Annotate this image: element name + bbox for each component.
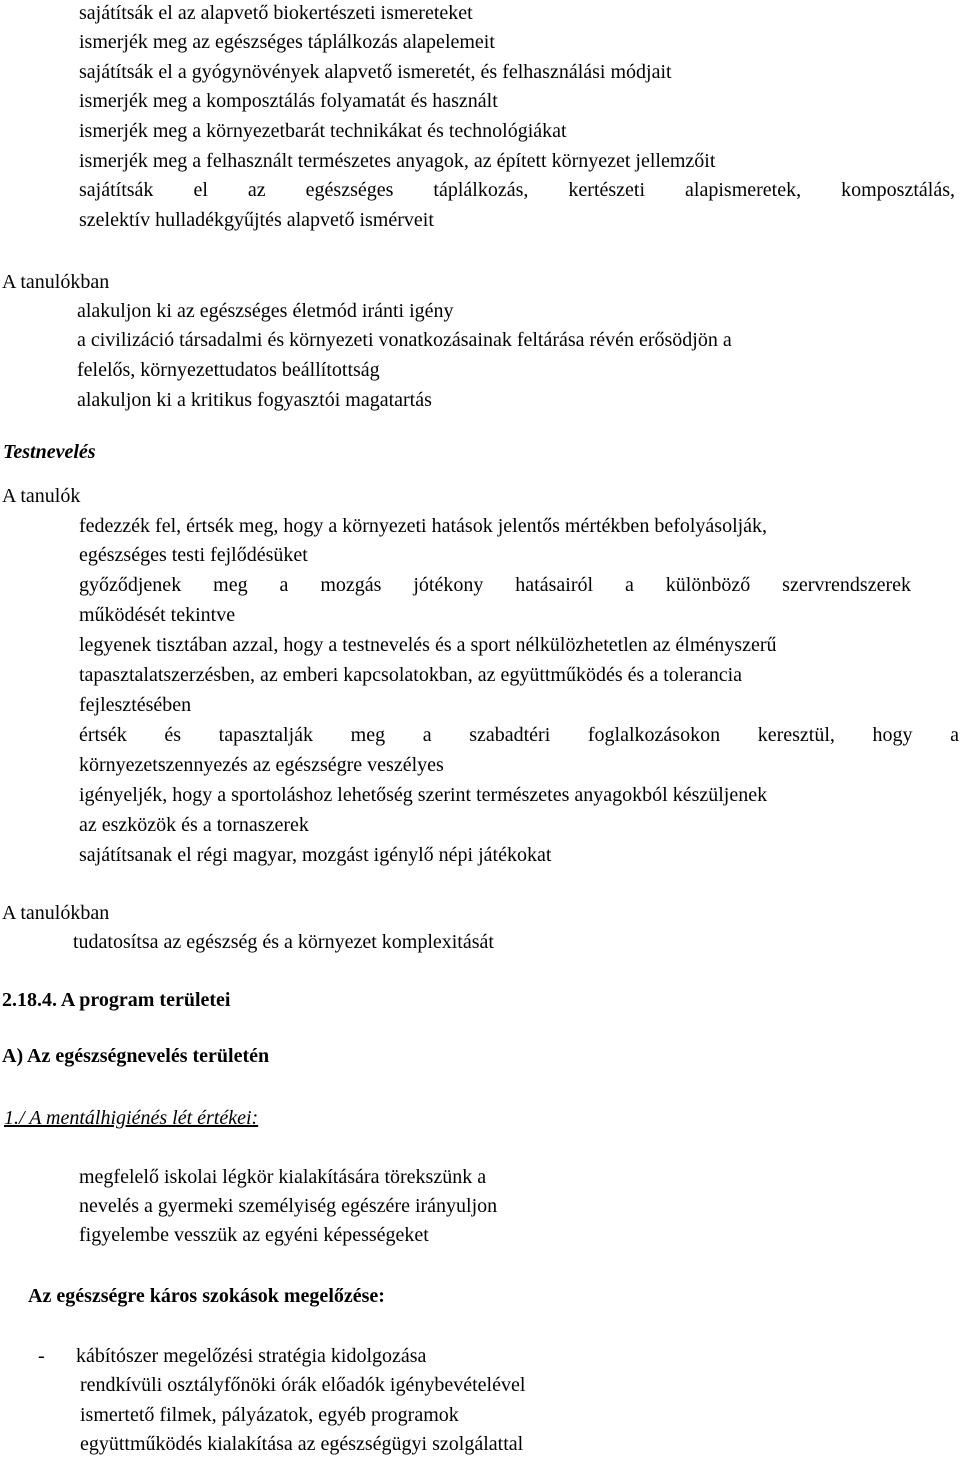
list-item: alakuljon ki az egészséges életmód iránti igény [77, 300, 454, 322]
block-heading: A tanulók [2, 485, 81, 507]
list-item: megfelelő iskolai légkör kialakítására törekszünk a [79, 1166, 487, 1188]
list-item: egészséges testi fejlődésüket [79, 544, 308, 566]
list-item: tapasztalatszerzésben, az emberi kapcsolatokban, az együttműködés és a tolerancia [79, 664, 743, 686]
list-item: sajátítsák el a gyógynövények alapvető ismeretét, és felhasználási módjait [79, 61, 672, 83]
list-item: figyelembe vesszük az egyéni képességeket [79, 1224, 429, 1246]
list-item: működését tekintve [79, 604, 236, 626]
list-item: értsék és tapasztalják meg a szabadtéri foglalkozásokon keresztül, hogy a [79, 724, 959, 746]
prevention-title: Az egészségre káros szokások megelőzése: [28, 1285, 385, 1307]
list-item: környezetszennyezés az egészségre veszélyes [79, 754, 444, 776]
list-item: felelős, környezettudatos beállítottság [77, 359, 380, 381]
list-item: ismertető filmek, pályázatok, egyéb programok [80, 1404, 459, 1426]
list-item: tudatosítsa az egészség és a környezet komplexitását [73, 931, 494, 953]
list-item: alakuljon ki a kritikus fogyasztói magatartás [77, 389, 432, 411]
list-item: ismerjék meg a környezetbarát technikákat és technológiákat [79, 120, 567, 142]
list-item: ismerjék meg a komposztálás folyamatát és használt [79, 90, 498, 112]
block-heading: A tanulókban [2, 902, 110, 924]
list-item: legyenek tisztában azzal, hogy a testnevelés és a sport nélkülözhetetlen az élményszerű [79, 634, 777, 656]
mental-hygiene-title: 1./ A mentálhigiénés lét értékei: [4, 1107, 259, 1129]
list-item: fedezzék fel, értsék meg, hogy a környezeti hatások jelentős mértékben befolyásolják, [79, 515, 768, 537]
section-title: 2.18.4. A program területei [2, 989, 231, 1011]
list-item: sajátítsák el az alapvető biokertészeti ismereteket [79, 2, 473, 24]
list-item: rendkívüli osztályfőnöki órák előadók igénybevételével [80, 1374, 526, 1396]
list-item: fejlesztésében [79, 694, 192, 716]
list-item: nevelés a gyermeki személyiség egészére irányuljon [79, 1195, 498, 1217]
list-item: győződjenek meg a mozgás jótékony hatásairól a különböző szervrendszerek [79, 574, 911, 596]
list-item: sajátítsák el az egészséges táplálkozás, kertészeti alapismeretek, komposztálás, [79, 179, 955, 201]
list-item: együttműködés kialakítása az egészségügyi szolgálattal [80, 1433, 524, 1455]
list-item: az eszközök és a tornaszerek [79, 814, 309, 836]
list-item: szelektív hulladékgyűjtés alapvető ismérveit [79, 209, 434, 231]
list-item: ismerjék meg a felhasznált természetes anyagok, az épített környezet jellemzőit [79, 150, 716, 172]
list-item: igényeljék, hogy a sportoláshoz lehetőség szerint természetes anyagokból készüljenek [79, 784, 768, 806]
list-dash: - [38, 1345, 45, 1367]
list-item: sajátítsanak el régi magyar, mozgást igénylő népi játékokat [79, 844, 552, 866]
list-item: a civilizáció társadalmi és környezeti vonatkozásainak feltárása révén erősödjön a [77, 329, 732, 351]
list-item: ismerjék meg az egészséges táplálkozás alapelemeit [79, 31, 495, 53]
block-heading: A tanulókban [2, 271, 110, 293]
subsection-title: A) Az egészségnevelés területén [2, 1045, 270, 1067]
list-item: kábítószer megelőzési stratégia kidolgozása [76, 1345, 427, 1367]
section-heading: Testnevelés [3, 441, 96, 463]
